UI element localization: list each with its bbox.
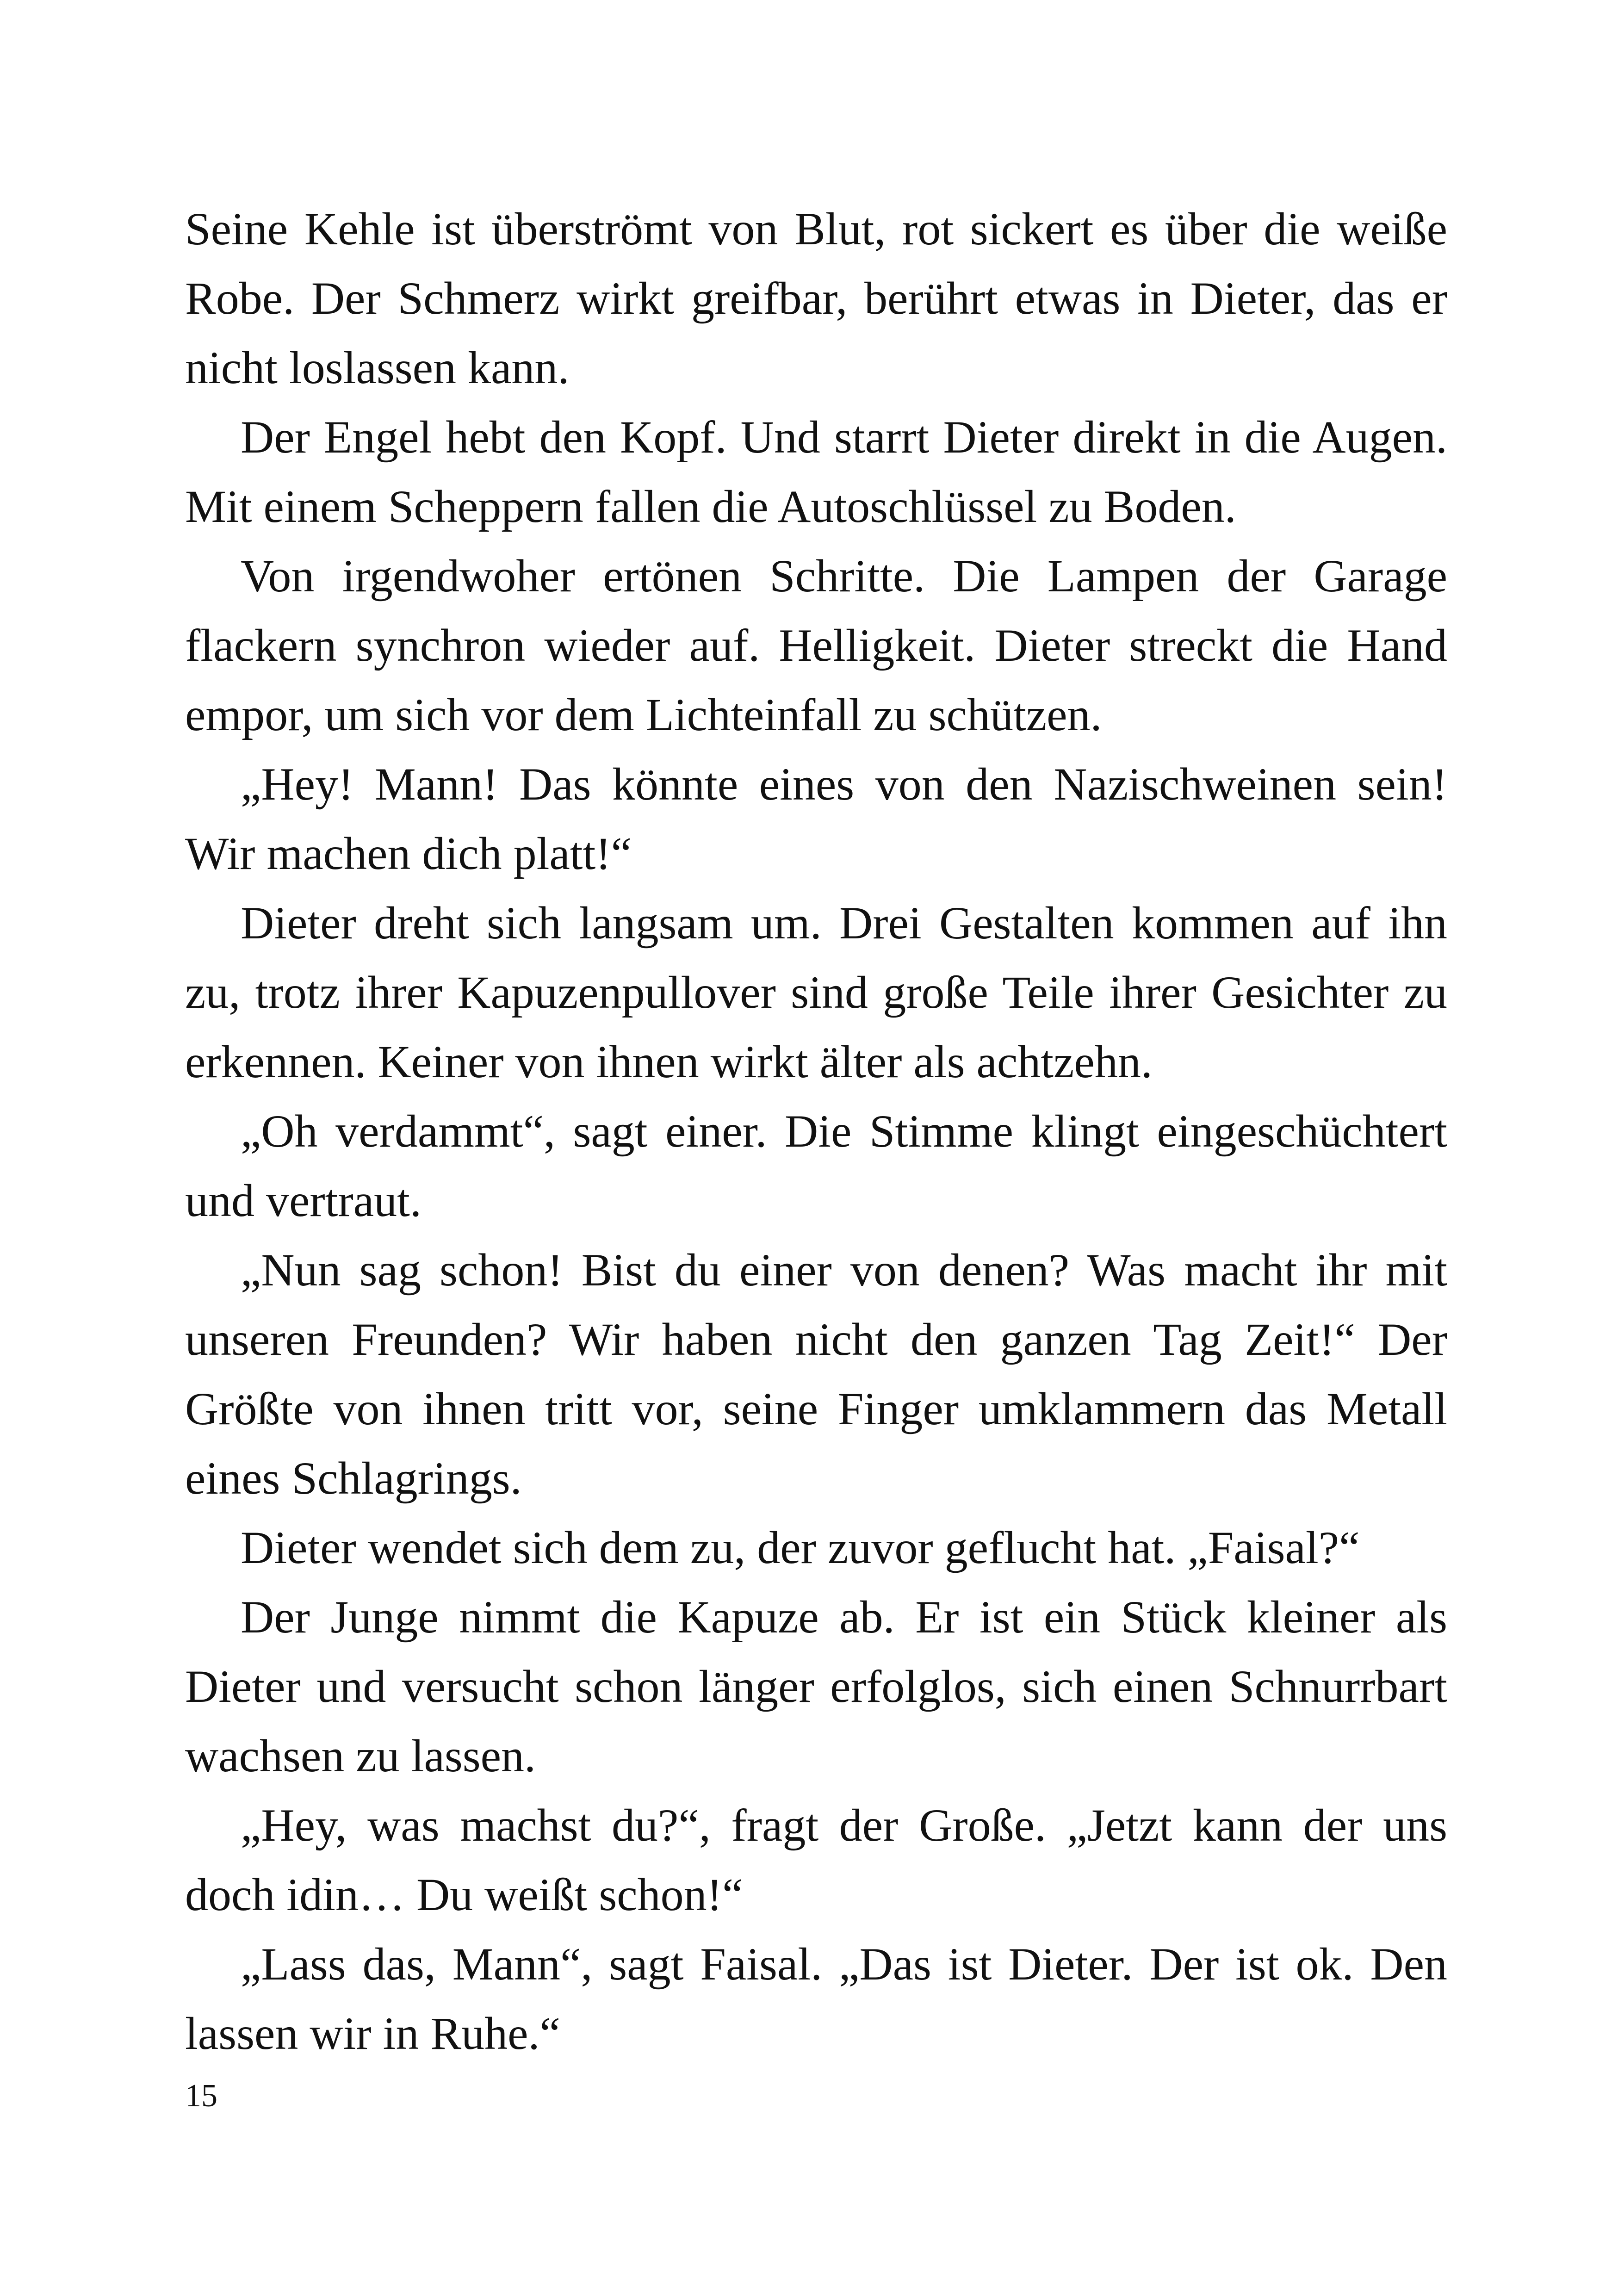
paragraph-11: „Lass das, Mann“, sagt Faisal. „Das ist Dieter. Der ist ok. Den lassen wir in Ruhe.“ xyxy=(185,1938,1447,2059)
body-text xyxy=(185,194,1447,2068)
paragraph-7: „Nun sag schon! Bist du einer von denen? Was macht ihr mit unseren Freunden? Wir haben nicht den ganzen Tag Zeit!“ Der Größte von ihnen tritt vor, seine Finger umklammern das Metall eines Schlagrings. xyxy=(185,1244,1447,1504)
paragraph-8: Dieter wendet sich dem zu, der zuvor geflucht hat. „Faisal?“ xyxy=(241,1522,1360,1573)
paragraph-4: „Hey! Mann! Das könnte eines von den Nazischweinen sein! Wir machen dich platt!“ xyxy=(185,758,1447,879)
paragraph-9: Der Junge nimmt die Kapuze ab. Er ist ein Stück kleiner als Dieter und versucht schon länger erfolglos, sich einen Schnurrbart wachsen zu lassen. xyxy=(185,1591,1447,1781)
paragraph-2: Der Engel hebt den Kopf. Und starrt Dieter direkt in die Augen. Mit einem Scheppern fallen die Autoschlüssel zu Boden. xyxy=(185,411,1447,532)
paragraph-6: „Oh verdammt“, sagt einer. Die Stimme klingt eingeschüchtert und vertraut. xyxy=(185,1105,1447,1226)
paragraph-3: Von irgendwoher ertönen Schritte. Die Lampen der Garage flackern synchron wieder auf. Helligkeit. Dieter streckt die Hand empor, um sich vor dem Lichteinfall zu schützen. xyxy=(185,550,1447,740)
paragraph-5: Dieter dreht sich langsam um. Drei Gestalten kommen auf ihn zu, trotz ihrer Kapuzenpullover sind große Teile ihrer Gesichter zu erkennen. Keiner von ihnen wirkt älter als achtzehn. xyxy=(185,897,1447,1087)
paragraph-10: „Hey, was machst du?“, fragt der Große. „Jetzt kann der uns doch idin… Du weißt schon!“ xyxy=(185,1800,1447,1920)
page-number: 15 xyxy=(185,2078,217,2114)
paragraph-1: Seine Kehle ist überströmt von Blut, rot sickert es über die weiße Robe. Der Schmerz wirkt greifbar, berührt etwas in Dieter, das er nicht loslassen kann. xyxy=(185,203,1447,393)
